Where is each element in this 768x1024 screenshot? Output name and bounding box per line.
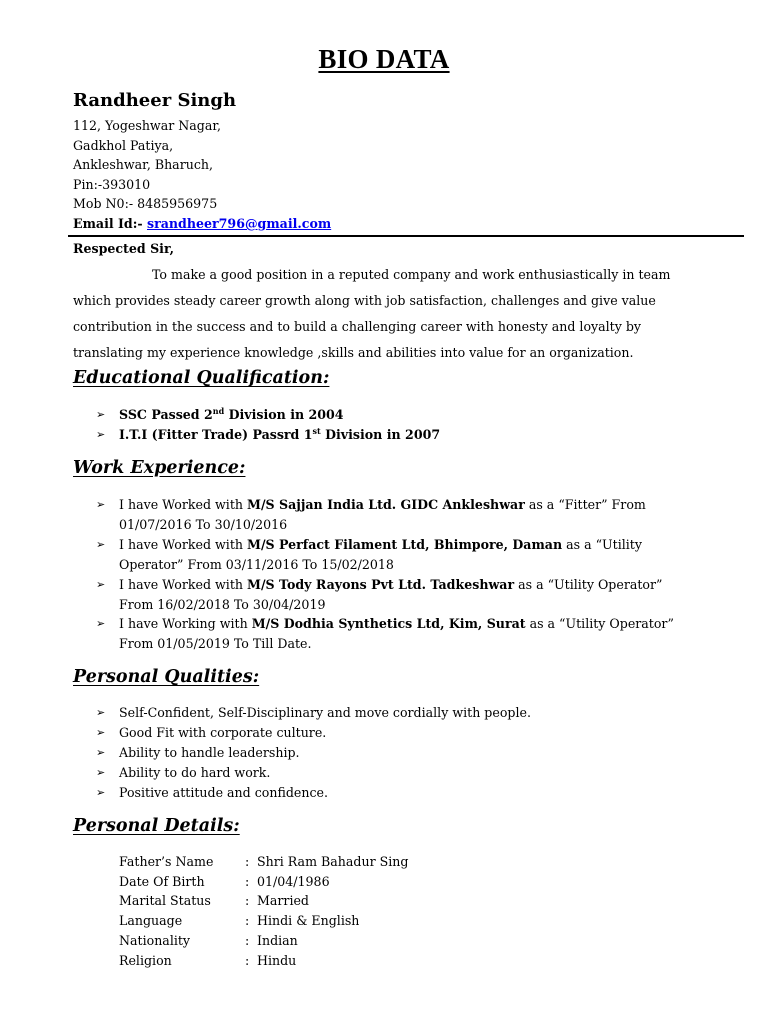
list-item: ➢ Good Fit with corporate culture. bbox=[96, 723, 679, 743]
qualities-list bbox=[96, 703, 679, 803]
arrow-bullet-icon: ➢ bbox=[96, 785, 106, 799]
company-name: M/S Tody Rayons Pvt Ltd. Tadkeshwar bbox=[247, 576, 515, 592]
address-line: Ankleshwar, Bharuch, bbox=[73, 157, 213, 173]
work-list bbox=[96, 495, 679, 654]
detail-row: Nationality : Indian bbox=[119, 932, 298, 948]
work-heading: Work Experience: bbox=[73, 458, 246, 478]
pin-code: Pin:-393010 bbox=[73, 176, 151, 192]
company-name: M/S Dodhia Synthetics Ltd, Kim, Surat bbox=[251, 616, 526, 632]
list-item: ➢ Ability to handle leadership. bbox=[96, 743, 679, 763]
detail-row: Father’s Name : Shri Ram Bahadur Sing bbox=[119, 854, 409, 869]
objective-paragraph: To make a good position in a reputed company and work enthusiastically in team which provides steady career growth along with job satisfaction, challenges and give value contribution in the success and to build a challenging career with honesty and loyalty by translating my experience knowledge ,skills and abilities into value for an organization. bbox=[73, 267, 671, 360]
arrow-bullet-icon: ➢ bbox=[96, 537, 106, 551]
email-line bbox=[73, 214, 331, 234]
list-item: ➢ Self-Confident, Self-Disciplinary and move cordially with people. bbox=[96, 703, 679, 723]
arrow-bullet-icon: ➢ bbox=[96, 577, 106, 591]
company-name: M/S Perfact Filament Ltd, Bhimpore, Daman bbox=[247, 536, 563, 552]
applicant-name: Randheer Singh bbox=[73, 90, 237, 111]
list-item: ➢ SSC Passed 2nd Division in 2004 bbox=[96, 405, 679, 425]
address-block bbox=[73, 116, 331, 234]
arrow-bullet-icon: ➢ bbox=[96, 408, 106, 421]
list-item: ➢ I have Worked with M/S Sajjan India Ltd. GIDC Ankleshwar as a “Fitter” From 01/07/2016 To 30/10/2016 bbox=[96, 497, 646, 532]
arrow-bullet-icon: ➢ bbox=[96, 498, 106, 511]
arrow-bullet-icon: ➢ bbox=[96, 745, 106, 759]
list-item: ➢ I have Working with M/S Dodhia Synthetics Ltd, Kim, Surat as a “Utility Operator” From 01/05/2019 To Till Date. bbox=[96, 616, 674, 652]
detail-row: Date Of Birth : 01/04/1986 bbox=[119, 873, 330, 889]
company-name: M/S Sajjan India Ltd. GIDC Ankleshwar bbox=[247, 497, 525, 512]
arrow-bullet-icon: ➢ bbox=[96, 617, 106, 631]
detail-row: Religion : Hindu bbox=[119, 952, 297, 968]
list-item: ➢ I have Worked with M/S Perfact Filament Ltd, Bhimpore, Daman as a “Utility Operator” From 03/11/2016 To 15/02/2018 bbox=[96, 536, 642, 572]
list-item: ➢ I.T.I (Fitter Trade) Passrd 1st Division in 2007 bbox=[96, 425, 679, 445]
header-divider bbox=[68, 235, 744, 237]
salutation: Respected Sir, bbox=[73, 241, 175, 256]
email-link[interactable]: srandheer796@gmail.com bbox=[147, 215, 332, 231]
list-item: ➢ Positive attitude and confidence. bbox=[96, 783, 679, 803]
education-list bbox=[96, 405, 679, 445]
education-heading: Educational Qualification: bbox=[73, 368, 330, 388]
personal-details-table bbox=[119, 852, 408, 970]
page-title: BIO DATA bbox=[318, 44, 450, 74]
address-line: 112, Yogeshwar Nagar, bbox=[73, 118, 221, 133]
arrow-bullet-icon: ➢ bbox=[96, 725, 106, 739]
detail-row: Marital Status : Married bbox=[119, 893, 309, 909]
email-label: Email Id:- bbox=[73, 215, 147, 231]
qualities-heading: Personal Qualities: bbox=[73, 667, 260, 687]
arrow-bullet-icon: ➢ bbox=[96, 765, 106, 779]
mobile-number: Mob N0:- 8485956975 bbox=[73, 196, 218, 212]
list-item: ➢ I have Worked with M/S Tody Rayons Pvt Ltd. Tadkeshwar as a “Utility Operator” From 16/02/2018 To 30/04/2019 bbox=[96, 576, 663, 612]
detail-row: Language : Hindi & English bbox=[119, 913, 360, 929]
list-item: ➢ Ability to do hard work. bbox=[96, 763, 679, 783]
details-heading: Personal Details: bbox=[73, 816, 240, 836]
arrow-bullet-icon: ➢ bbox=[96, 427, 106, 441]
address-line: Gadkhol Patiya, bbox=[73, 137, 174, 153]
arrow-bullet-icon: ➢ bbox=[96, 706, 106, 719]
